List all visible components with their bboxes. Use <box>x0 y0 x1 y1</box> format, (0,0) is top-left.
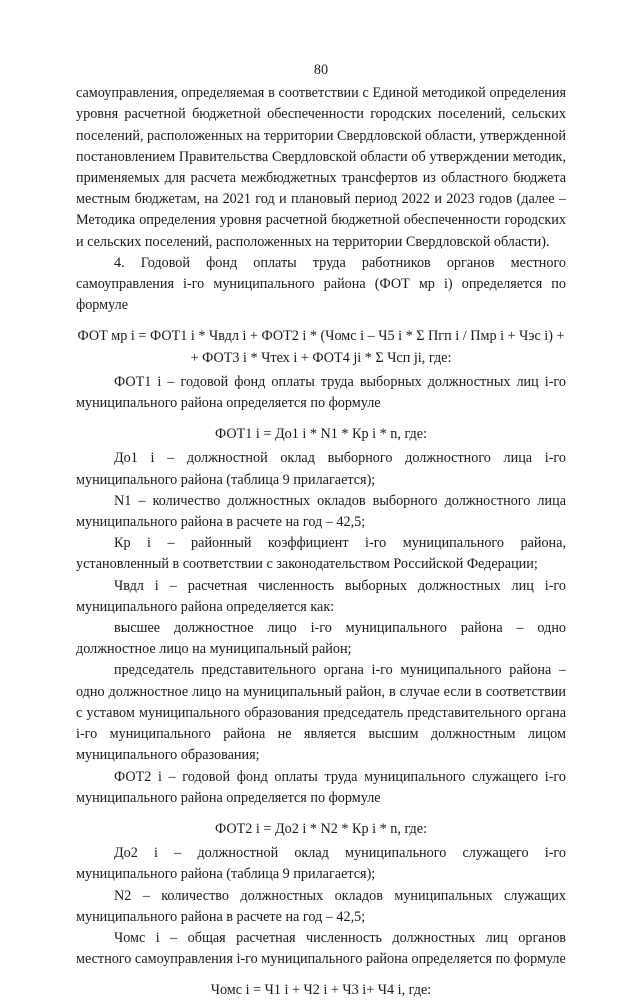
paragraph-item-4: 4. Годовой фонд оплаты труда работников органов местного самоуправления i-го муниципального района (ФОТ мр i) определяется по формуле <box>76 254 566 314</box>
formula-fot2: ФОТ2 i = До2 i * N2 * Кр i * n, где: <box>214 820 428 837</box>
paragraph-n1: N1 – количество должностных окладов выборного должностного лица муниципального района в расчете на год – 42,5; <box>76 492 566 531</box>
paragraph-methodology-continuation: самоуправления, определяемая в соответствии с Единой методикой определения уровня расчетной бюджетной обеспеченности городских поселений, сельских поселений, расположенных на территории Свердловской области, утвержденной постановлением Правительства Свердловской области об утверждении методик, применяемых для расчета межбюджетных трансфертов из областного бюджета местным бюджетам, на 2021 год и плановый период 2022 и 2023 годов (далее – Методика определения уровня расчетной бюджетной обеспеченности городских и сельских поселений, расположенных на территории Свердловской области). <box>76 85 566 250</box>
paragraph-fot1-definition: ФОТ1 i – годовой фонд оплаты труда выборных должностных лиц i-го муниципального района определяется по формуле <box>76 373 566 412</box>
paragraph-chomc-definition: Чомс i – общая расчетная численность должностных лиц органов местного самоуправления i-го муниципального района определяется по формуле <box>76 929 566 968</box>
formula-fot-mr <box>76 326 566 368</box>
formula-fot-mr-line2: + ФОТ3 i * Чтех i + ФОТ4 ji * Σ Чсп ji, где: <box>190 349 452 366</box>
paragraph-n2: N2 – количество должностных окладов муниципальных служащих муниципального района в расчете на год – 42,5; <box>76 887 566 925</box>
paragraph-chvdl: Чвдл i – расчетная численность выборных должностных лиц i-го муниципального района определяется как: <box>76 577 566 615</box>
document-page <box>76 60 566 1005</box>
paragraph-highest-official: высшее должностное лицо i-го муниципального района – одно должностное лицо на муниципальный район; <box>76 620 566 658</box>
page-number: 80 <box>313 62 329 78</box>
formula-fot-mr-line1: ФОТ мр i = ФОТ1 i * Чвдл i + ФОТ2 i * (Чомс i – Ч5 i * Σ Пгп i / Пмр i + Чэс i) + <box>77 328 565 345</box>
paragraph-kr: Кр i – районный коэффициент i-го муниципального района, установленный в соответствии с законодательством Российской Федерации; <box>76 535 566 573</box>
formula-chomc: Чомс i = Ч1 i + Ч2 i + Ч3 i+ Ч4 i, где: <box>210 982 432 999</box>
paragraph-do1: До1 i – должностной оклад выборного должностного лица i-го муниципального района (таблица 9 прилагается); <box>76 450 566 488</box>
paragraph-fot2-definition: ФОТ2 i – годовой фонд оплаты труда муниципального служащего i-го муниципального района определяется по формуле <box>76 768 566 806</box>
formula-fot1: ФОТ1 i = До1 i * N1 * Кр i * n, где: <box>214 426 428 443</box>
paragraph-do2: До2 i – должностной оклад муниципального служащего i-го муниципального района (таблица 9 прилагается); <box>76 845 566 883</box>
paragraph-chairman: председатель представительного органа i-го муниципального района – одно должностное лицо на муниципальный район, в случае если в соответствии с уставом муниципального образования председатель представительного органа i-го муниципального района не является высшим должностным лицом муниципального образования; <box>76 662 566 764</box>
